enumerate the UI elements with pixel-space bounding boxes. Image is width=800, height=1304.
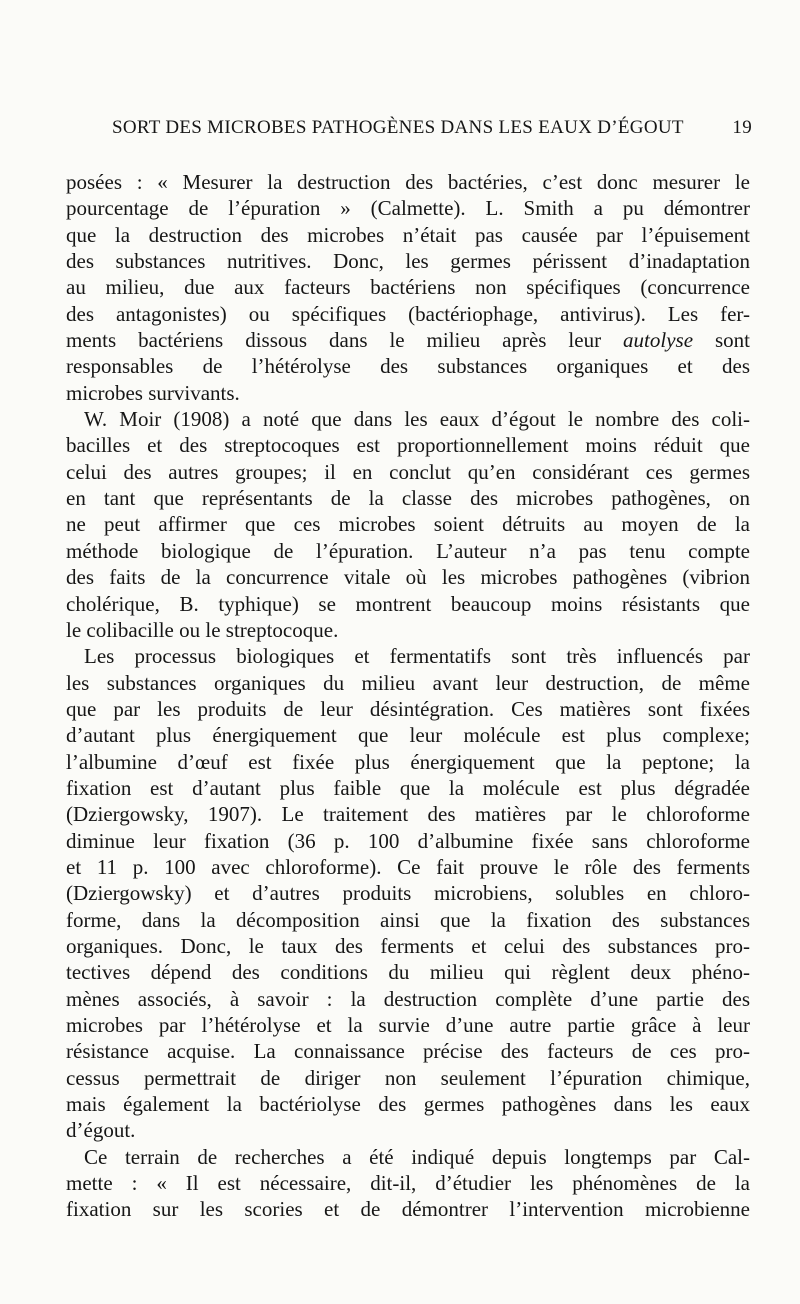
text-line: microbes par l’hétérolyse et la survie d’une autre partie grâce à leur	[66, 1013, 750, 1037]
text-line: Les processus biologiques et fermentatifs sont très influencés par	[84, 644, 750, 669]
text-line: bacilles et des streptocoques est proportionnellement moins réduit que	[66, 433, 750, 458]
text-line: ments bactériens dissous dans le milieu après leur autolyse sont	[66, 328, 750, 353]
text-line: d’égout.	[66, 1118, 136, 1143]
text-line: ne peut affirmer que ces microbes soient détruits au moyen de la	[66, 512, 750, 537]
text-line: W. Moir (1908) a noté que dans les eaux d’égout le nombre des coli-	[84, 407, 750, 432]
text-line: au milieu, due aux facteurs bactériens non spécifiques (concurrence	[66, 275, 750, 300]
text-line: cholérique, B. typhique) se montrent beaucoup moins résistants que	[66, 591, 750, 616]
text-line: organiques. Donc, le taux des ferments et celui des substances pro-	[66, 933, 750, 958]
text-line: le colibacille ou le streptocoque.	[66, 617, 339, 642]
text-line: des faits de la concurrence vitale où les microbes pathogènes (vibrion	[66, 565, 750, 590]
text-line: mette : « Il est nécessaire, dit-il, d’étudier les phénomènes de la	[66, 1171, 750, 1196]
text-line: fixation est d’autant plus faible que la molécule est plus dégradée	[66, 775, 750, 800]
text-line: forme, dans la décomposition ainsi que la fixation des substances	[66, 907, 750, 932]
text-line: Ce terrain de recherches a été indiqué depuis longtemps par Cal-	[84, 1144, 750, 1169]
text-line: diminue leur fixation (36 p. 100 d’albumine fixée sans chloroforme	[66, 828, 750, 853]
text-line: les substances organiques du milieu avant leur destruction, de même	[66, 670, 750, 695]
text-line: l’albumine d’œuf est fixée plus énergiquement que la peptone; la	[66, 749, 750, 774]
text-line: des substances nutritives. Donc, les germes périssent d’inadaptation	[66, 249, 750, 274]
text-line: pourcentage de l’épuration » (Calmette). L. Smith a pu démontrer	[66, 196, 750, 221]
text-line: (Dziergowsky, 1907). Le traitement des matières par le chloroforme	[66, 802, 750, 827]
body-text	[66, 169, 750, 1223]
text-line: d’autant plus énergiquement que leur molécule est plus complexe;	[66, 723, 750, 748]
running-header	[112, 117, 752, 151]
text-line: (Dziergowsky) et d’autres produits microbiens, solubles en chloro-	[66, 881, 750, 906]
text-line: que la destruction des microbes n’était pas causée par l’épuisement	[66, 222, 750, 247]
running-title: SORT DES MICROBES PATHOGÈNES DANS LES EAUX D’ÉGOUT	[112, 117, 684, 138]
text-line: responsables de l’hétérolyse des substances organiques et des	[66, 354, 750, 379]
text-line: en tant que représentants de la classe des microbes pathogènes, on	[66, 486, 750, 511]
text-line: que par les produits de leur désintégration. Ces matières sont fixées	[66, 696, 750, 721]
text-line: celui des autres groupes; il en conclut qu’en considérant ces germes	[66, 459, 750, 484]
text-line: méthode biologique de l’épuration. L’auteur n’a pas tenu compte	[66, 538, 750, 563]
text-line: cessus permettrait de diriger non seulement l’épuration chimique,	[66, 1065, 750, 1090]
text-line: des antagonistes) ou spécifiques (bactériophage, antivirus). Les fer-	[66, 301, 750, 326]
text-line: tectives dépend des conditions du milieu qui règlent deux phéno-	[66, 960, 750, 985]
text-line: et 11 p. 100 avec chloroforme). Ce fait prouve le rôle des ferments	[66, 854, 750, 879]
italic-term: autolyse	[623, 328, 694, 353]
text-line: microbes survivants.	[66, 380, 240, 405]
text-line: fixation sur les scories et de démontrer l’intervention microbienne	[66, 1197, 750, 1222]
page-number: 19	[732, 117, 752, 138]
text-line: mais également la bactériolyse des germes pathogènes dans les eaux	[66, 1092, 750, 1117]
text-line: mènes associés, à savoir : la destruction complète d’une partie des	[66, 986, 750, 1011]
text-line: résistance acquise. La connaissance précise des facteurs de ces pro-	[66, 1039, 750, 1064]
text-line: posées : « Mesurer la destruction des bactéries, c’est donc mesurer le	[66, 170, 750, 194]
